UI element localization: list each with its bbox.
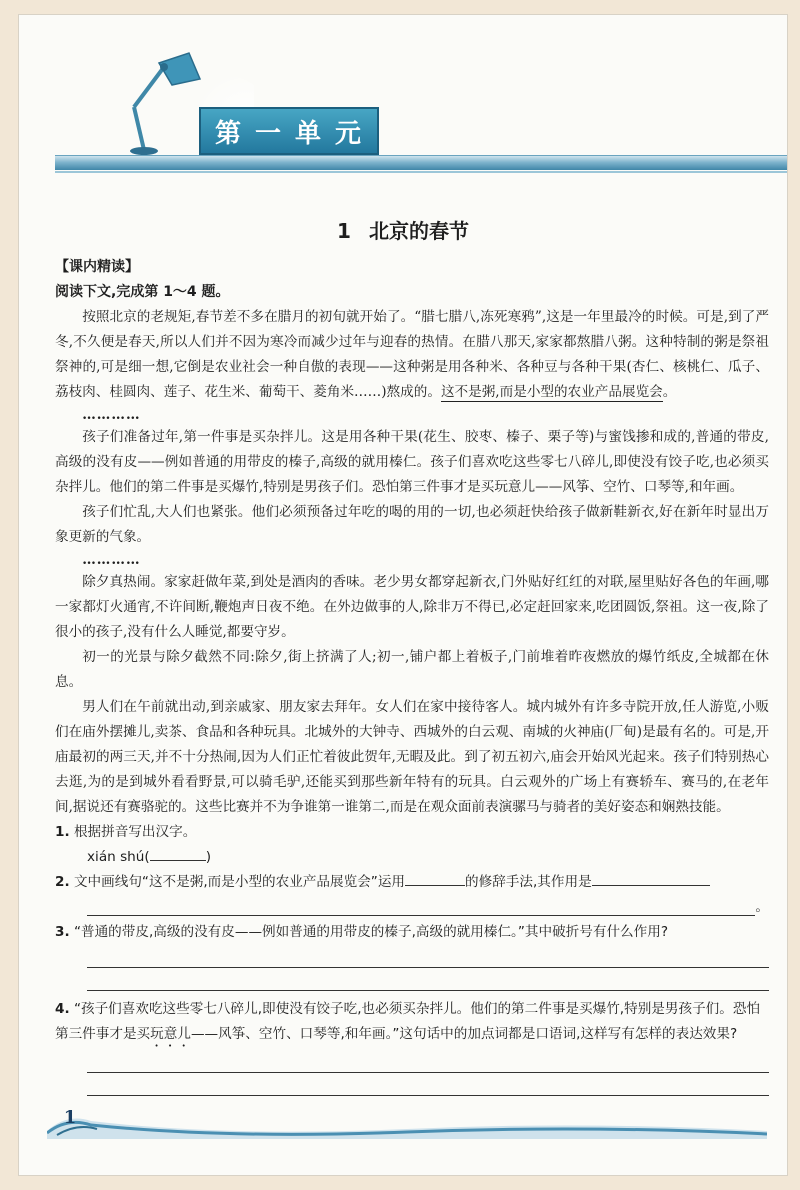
question-text: 文中画线句“这不是粥,而是小型的农业产品展览会”运用 [73, 874, 406, 890]
textbook-page [18, 14, 788, 1176]
question-4 [55, 997, 769, 1050]
answer-line[interactable] [87, 1050, 769, 1073]
unit-char: 单 [295, 118, 324, 149]
question-3 [55, 920, 769, 945]
header-band [55, 155, 787, 170]
paragraph-text: 按照北京的老规矩,春节差不多在腊月的初旬就开始了。“腊七腊八,冻死寒鸦”,这是一年里最冷的时候。可是,到了严冬,不久便是春天,所以人们并不因为寒冷而减少过年与迎春的热情。在腊八那天,家家都熬腊八粥。这种特制的粥是祭祖祭神的,可是细一想,它倒是农业社会一种自傲的表现——这种粥是用各种米、各种豆与各种干果(杏仁、核桃仁、瓜子、荔枝肉、桂圆肉、莲子、花生米、葡萄干、菱角米……)熬成的。 [55, 309, 769, 400]
dotted-word: 玩意儿 [150, 1026, 191, 1042]
paragraph-5: 初一的光景与除夕截然不同:除夕,街上挤满了人;初一,铺户都上着板子,门前堆着昨夜燃放的爆竹纸皮,全城都在休息。 [55, 649, 769, 690]
question-number: 4. [55, 1001, 70, 1017]
lesson-title-text: 北京的春节 [368, 219, 469, 243]
paragraph-1 [55, 305, 769, 405]
ellipsis: ………… [82, 407, 141, 423]
paragraph-text: 。 [662, 384, 677, 400]
header-band-line [55, 171, 787, 173]
underlined-sentence: 这不是粥,而是小型的农业产品展览会 [440, 384, 663, 400]
question-number: 2. [55, 874, 70, 890]
question-number: 3. [55, 924, 70, 940]
answer-line[interactable] [87, 1073, 769, 1096]
question-text: 的修辞手法,其作用是 [465, 874, 592, 890]
unit-title [199, 107, 379, 155]
page-number: 1 [63, 1107, 77, 1128]
question-1 [55, 820, 769, 845]
question-2-line [87, 895, 769, 920]
lesson-number: 1 [337, 219, 351, 243]
answer-line[interactable] [87, 895, 755, 916]
paragraph-2: 孩子们准备过年,第一件事是买杂拌儿。这是用各种干果(花生、胶枣、榛子、栗子等)与蜜饯掺和成的,普通的带皮,高级的没有皮——例如普通的用带皮的榛子,高级的就用榛仁。孩子们喜欢吃这些零七八碎儿,即使没有饺子吃,也必须买杂拌儿。他们的第二件事是买爆竹,特别是男孩子们。恐怕第三件事才是买玩意儿——风筝、空竹、口琴等,和年画。 [55, 429, 769, 495]
main-content [55, 255, 769, 1096]
answer-blank[interactable] [405, 871, 465, 886]
paragraph-6: 男人们在午前就出动,到亲戚家、朋友家去拜年。女人们在家中接待客人。城内城外有许多寺院开放,任人游览,小贩们在庙外摆摊儿,卖茶、食品和各种玩具。北城外的大钟寺、西城外的白云观、南城的火神庙(厂甸)是最有名的。可是,开庙最初的两三天,并不十分热闹,因为人们正忙着彼此贺年,无暇及此。到了初五初六,庙会开始风光起来。孩子们特别热心去逛,为的是到城外看看野景,可以骑毛驴,还能买到那些新年特有的玩具。白云观外的广场上有赛轿车、赛马的,在老年间,据说还有赛骆驼的。这些比赛并不为争谁第一谁第二,而是在观众面前表演骡马与骑者的美好姿态和娴熟技能。 [55, 699, 769, 815]
question-2 [55, 870, 769, 895]
question-text: ——风筝、空竹、口琴等,和年画。”这句话中的加点词都是口语词,这样写有怎样的表达效果? [190, 1026, 738, 1042]
pinyin-line [87, 845, 769, 870]
section-tag: 【课内精读】 [55, 259, 139, 275]
pinyin-text: xián shú( [87, 849, 150, 865]
ellipsis: ………… [82, 552, 141, 568]
unit-char: 元 [335, 118, 364, 149]
footer-wave-decoration [47, 1107, 767, 1139]
question-end: 。 [755, 899, 769, 915]
question-text: 根据拼音写出汉字。 [73, 824, 197, 840]
answer-line[interactable] [87, 968, 769, 991]
answer-blank[interactable] [592, 871, 710, 886]
question-number: 1. [55, 824, 70, 840]
paragraph-4: 除夕真热闹。家家赶做年菜,到处是酒肉的香味。老少男女都穿起新衣,门外贴好红红的对联,屋里贴好各色的年画,哪一家都灯火通宵,不许间断,鞭炮声日夜不绝。在外边做事的人,除非万不得已,必定赶回家来,吃团圆饭,祭祖。这一夜,除了很小的孩子,没有什么人睡觉,都要守岁。 [55, 574, 769, 640]
lesson-title [19, 215, 787, 244]
instruction: 阅读下文,完成第 1～4 题。 [55, 284, 230, 300]
question-text: “普通的带皮,高级的没有皮——例如普通的用带皮的榛子,高级的就用榛仁。”其中破折号有什么作用? [73, 924, 669, 940]
question-text: “孩子们喜欢吃这些零七八碎儿,即使没有饺子吃,也必须买杂拌儿。他们的第二件事是买爆竹,特别是男孩子们。恐怕第三件事才是买 [55, 1001, 761, 1042]
paragraph-3: 孩子们忙乱,大人们也紧张。他们必须预备过年吃的喝的用的一切,也必须赶快给孩子做新鞋新衣,好在新年时显出万象更新的气象。 [55, 504, 769, 545]
pinyin-close: ) [205, 849, 212, 865]
answer-line[interactable] [87, 945, 769, 968]
unit-char: 第 [215, 118, 244, 149]
unit-char: 一 [255, 118, 284, 149]
answer-blank[interactable] [150, 846, 206, 861]
